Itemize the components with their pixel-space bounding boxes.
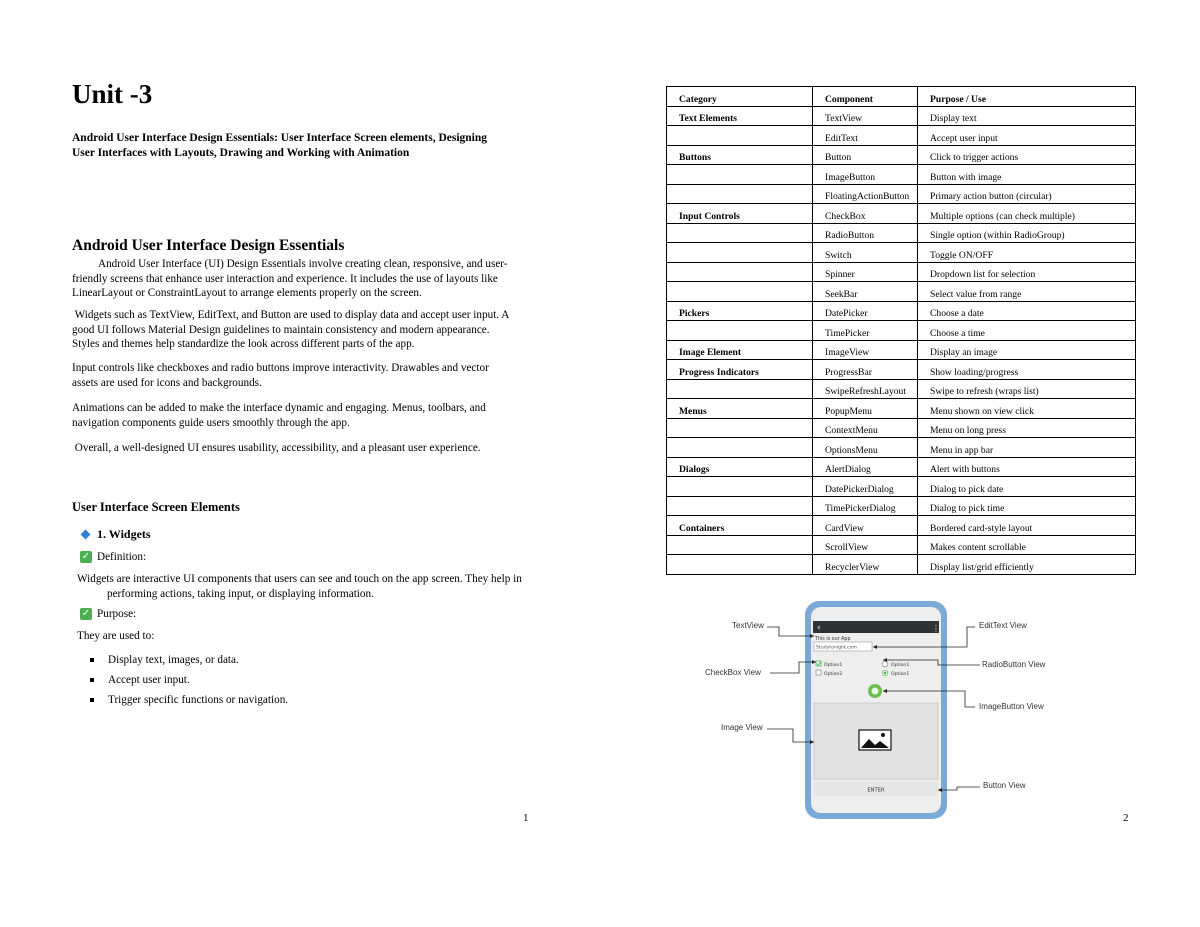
category-cell: Input Controls <box>667 204 813 224</box>
purpose-cell: Swipe to refresh (wraps list) <box>918 379 1136 399</box>
category-cell <box>667 165 813 185</box>
unit-title: Unit -3 <box>72 79 153 109</box>
component-cell: ImageView <box>813 340 918 360</box>
component-cell: CardView <box>813 516 918 536</box>
purpose-cell: Multiple options (can check multiple) <box>918 204 1136 224</box>
component-cell: ImageButton <box>813 165 918 185</box>
paragraph-line: Animations can be added to make the interface dynamic and engaging. Menus, toolbars, and <box>72 402 486 414</box>
category-cell: Image Element <box>667 340 813 360</box>
app-bar <box>813 621 939 633</box>
purpose-cell: Click to trigger actions <box>918 145 1136 165</box>
bullet-icon <box>90 658 94 662</box>
purpose-cell: Display an image <box>918 340 1136 360</box>
table-row <box>667 457 1136 477</box>
paragraph-line: Styles and themes help standardize the look across different parts of the app. <box>72 338 415 351</box>
table-row <box>667 438 1136 458</box>
checkbox-unchecked <box>816 670 821 675</box>
purpose-cell: Toggle ON/OFF <box>918 243 1136 263</box>
label-imageview: Image View <box>721 723 763 732</box>
table-row <box>667 477 1136 497</box>
category-cell <box>667 555 813 575</box>
definition-line: Widgets are interactive UI components that users can see and touch on the app screen. They help in <box>77 573 522 585</box>
component-cell: PopupMenu <box>813 399 918 419</box>
enter-button-label: ENTER <box>867 787 885 794</box>
bullet-text: Display text, images, or data. <box>108 654 239 666</box>
component-cell: DatePicker <box>813 301 918 321</box>
table-row <box>667 301 1136 321</box>
category-cell: Menus <box>667 399 813 419</box>
table-row <box>667 165 1136 185</box>
widgets-heading <box>82 527 151 542</box>
category-cell <box>667 379 813 399</box>
component-cell: ScrollView <box>813 535 918 555</box>
phone-textview: This is our App <box>815 637 851 642</box>
purpose-cell: Accept user input <box>918 126 1136 146</box>
component-cell: FloatingActionButton <box>813 184 918 204</box>
paragraph-line: Android User Interface (UI) Design Essentials involve creating clean, responsive, and user- <box>98 258 508 270</box>
checkbox-option-label: Option2 <box>824 672 843 677</box>
category-cell <box>667 477 813 497</box>
table-row <box>667 555 1136 575</box>
table-row <box>667 360 1136 380</box>
components-table <box>666 86 1136 575</box>
definition-label-row <box>80 551 146 563</box>
category-cell: Pickers <box>667 301 813 321</box>
subsection-heading: User Interface Screen Elements <box>72 500 240 514</box>
category-cell <box>667 223 813 243</box>
component-cell: CheckBox <box>813 204 918 224</box>
table-row <box>667 418 1136 438</box>
table-row <box>667 243 1136 263</box>
definition-label: Definition: <box>97 551 147 563</box>
category-cell <box>667 496 813 516</box>
component-cell: TextView <box>813 106 918 126</box>
category-cell: Buttons <box>667 145 813 165</box>
label-edittext: EditText View <box>979 621 1027 630</box>
paragraph-widgets <box>72 308 534 352</box>
category-cell <box>667 184 813 204</box>
page-number: 1 <box>523 812 529 824</box>
definition-line: performing actions, taking input, or displaying information. <box>107 587 374 600</box>
purpose-cell: Menu in app bar <box>918 438 1136 458</box>
image-button-icon <box>872 688 879 695</box>
radio-unselected <box>882 661 888 667</box>
overflow-menu-icon: ⋮ <box>932 624 940 633</box>
category-cell <box>667 321 813 341</box>
purpose-cell: Choose a time <box>918 321 1136 341</box>
component-cell: RecyclerView <box>813 555 918 575</box>
table-row <box>667 496 1136 516</box>
category-cell: Progress Indicators <box>667 360 813 380</box>
purpose-cell: Display text <box>918 106 1136 126</box>
purpose-cell: Choose a date <box>918 301 1136 321</box>
list-item <box>90 650 288 670</box>
bullet-icon <box>90 678 94 682</box>
component-cell: SwipeRefreshLayout <box>813 379 918 399</box>
table-row <box>667 262 1136 282</box>
paragraph-overall <box>72 441 534 456</box>
table-row <box>667 184 1136 204</box>
component-cell: Button <box>813 145 918 165</box>
diamond-icon <box>81 530 91 540</box>
purpose-cell: Dialog to pick date <box>918 477 1136 497</box>
component-cell: OptionsMenu <box>813 438 918 458</box>
component-cell: Spinner <box>813 262 918 282</box>
purpose-label: Purpose: <box>97 608 137 620</box>
label-checkbox: CheckBox View <box>705 668 761 677</box>
page-right <box>600 0 1200 927</box>
component-cell: RadioButton <box>813 223 918 243</box>
table-row <box>667 126 1136 146</box>
category-cell <box>667 418 813 438</box>
bullet-text: Accept user input. <box>108 674 190 686</box>
paragraph-line: Widgets such as TextView, EditText, and Button are used to display data and accept user input. A <box>72 309 510 321</box>
definition-text <box>77 572 537 601</box>
bullet-icon <box>90 698 94 702</box>
paragraph-line: LinearLayout or ConstraintLayout to arrange elements properly on the screen. <box>72 287 422 300</box>
component-cell: TimePicker <box>813 321 918 341</box>
purpose-bullet-list <box>90 650 288 710</box>
category-cell: Text Elements <box>667 106 813 126</box>
component-cell: SeekBar <box>813 282 918 302</box>
table-header-cell: Component <box>813 87 918 107</box>
paragraph-input-controls <box>72 361 534 390</box>
purpose-cell: Dropdown list for selection <box>918 262 1136 282</box>
paragraph-line: navigation components guide users smoothly through the app. <box>72 416 350 429</box>
table-row <box>667 516 1136 536</box>
purpose-cell: Menu shown on view click <box>918 399 1136 419</box>
table-header-cell: Category <box>667 87 813 107</box>
check-mark-icon: ✓ <box>81 608 91 619</box>
purpose-cell: Button with image <box>918 165 1136 185</box>
category-cell <box>667 243 813 263</box>
category-cell <box>667 438 813 458</box>
table-row <box>667 223 1136 243</box>
table-row <box>667 145 1136 165</box>
paragraph-line: assets are used for icons and backgrounds. <box>72 376 262 389</box>
list-item <box>90 670 288 690</box>
category-cell: Containers <box>667 516 813 536</box>
subtitle-line: User Interfaces with Layouts, Drawing and Working with Animation <box>72 147 410 159</box>
radio-option-label: Option1 <box>891 672 910 677</box>
category-cell <box>667 535 813 555</box>
purpose-cell: Select value from range <box>918 282 1136 302</box>
purpose-label-row <box>80 608 136 620</box>
component-cell: ContextMenu <box>813 418 918 438</box>
label-button: Button View <box>983 781 1026 790</box>
component-cell: TimePickerDialog <box>813 496 918 516</box>
checkbox-option-label: Option1 <box>824 663 843 668</box>
component-cell: AlertDialog <box>813 457 918 477</box>
purpose-cell: Dialog to pick time <box>918 496 1136 516</box>
component-cell: Switch <box>813 243 918 263</box>
back-arrow-icon: ‹ <box>817 623 821 633</box>
purpose-cell: Menu on long press <box>918 418 1136 438</box>
phone-edittext-value: Studytonight.com <box>816 645 857 651</box>
purpose-cell: Makes content scrollable <box>918 535 1136 555</box>
category-cell <box>667 282 813 302</box>
paragraph-line: friendly screens that enhance user interaction and experience. It includes the use of layouts like <box>72 272 498 285</box>
sun-icon <box>881 733 885 737</box>
label-textview: TextView <box>732 621 764 630</box>
table-row <box>667 535 1136 555</box>
paragraph-intro <box>72 257 534 301</box>
unit-subtitle <box>72 131 532 161</box>
page-number: 2 <box>1123 812 1129 824</box>
table-row <box>667 204 1136 224</box>
widgets-heading-label: 1. Widgets <box>97 527 151 541</box>
category-cell <box>667 126 813 146</box>
section-heading: Android User Interface Design Essentials <box>72 237 345 254</box>
paragraph-line: Overall, a well-designed UI ensures usability, accessibility, and a pleasant user experience. <box>72 442 481 454</box>
purpose-cell: Alert with buttons <box>918 457 1136 477</box>
purpose-cell: Display list/grid efficiently <box>918 555 1136 575</box>
radio-option-label: Option1 <box>891 663 910 668</box>
android-ui-diagram <box>695 600 1135 822</box>
paragraph-line: good UI follows Material Design guidelines to maintain consistency and modern appearance. <box>72 323 490 336</box>
table-header-row <box>667 87 1136 107</box>
check-mark-icon: ✓ <box>81 551 91 562</box>
purpose-cell: Show loading/progress <box>918 360 1136 380</box>
component-cell: EditText <box>813 126 918 146</box>
diagram-svg <box>695 600 1135 822</box>
category-cell: Dialogs <box>667 457 813 477</box>
purpose-cell: Bordered card-style layout <box>918 516 1136 536</box>
label-imagebutton: ImageButton View <box>979 702 1044 711</box>
table-row <box>667 321 1136 341</box>
used-to-text: They are used to: <box>77 630 155 642</box>
purpose-cell: Single option (within RadioGroup) <box>918 223 1136 243</box>
radio-dot <box>884 672 887 675</box>
category-cell <box>667 262 813 282</box>
label-radiobutton: RadioButton View <box>982 660 1046 669</box>
paragraph-line: Input controls like checkboxes and radio buttons improve interactivity. Drawables and vector <box>72 362 489 374</box>
table-row <box>667 340 1136 360</box>
table-row <box>667 282 1136 302</box>
purpose-cell: Primary action button (circular) <box>918 184 1136 204</box>
table-row <box>667 399 1136 419</box>
subtitle-line: Android User Interface Design Essentials: User Interface Screen elements, Designing <box>72 132 488 144</box>
list-item <box>90 690 288 710</box>
paragraph-animations <box>72 401 534 430</box>
table-header-cell: Purpose / Use <box>918 87 1136 107</box>
bullet-text: Trigger specific functions or navigation. <box>108 694 289 706</box>
table-row <box>667 379 1136 399</box>
component-cell: DatePickerDialog <box>813 477 918 497</box>
table-row <box>667 106 1136 126</box>
component-cell: ProgressBar <box>813 360 918 380</box>
